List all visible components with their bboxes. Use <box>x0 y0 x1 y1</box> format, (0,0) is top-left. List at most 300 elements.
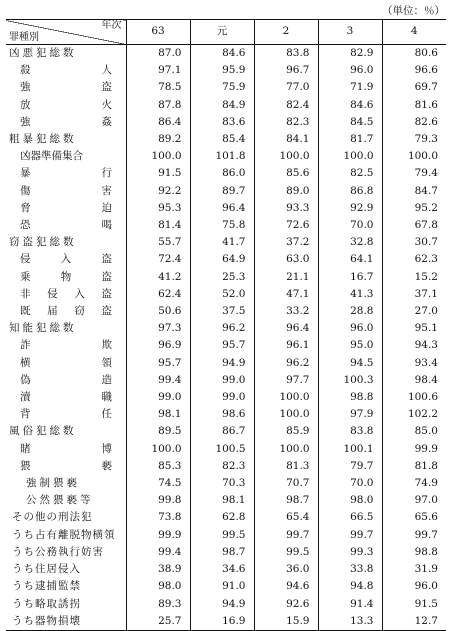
label-char: 任 <box>101 408 112 421</box>
value-cell: 16.9 <box>190 613 254 631</box>
row-label-text: うち逮捕監禁 <box>12 580 81 593</box>
label-char: 放 <box>20 98 31 111</box>
value-cell: 84.6 <box>190 45 254 63</box>
table-row <box>6 97 446 114</box>
table-row <box>6 509 446 526</box>
label-char: 人 <box>101 64 112 77</box>
row-label-text: うち器物損壊 <box>12 614 81 627</box>
value-cell: 50.6 <box>126 303 190 320</box>
year-header: 元 <box>190 20 254 45</box>
value-cell: 78.5 <box>126 79 190 96</box>
label-char: 博 <box>101 442 112 455</box>
table-row <box>6 355 446 372</box>
value-cell: 100.0 <box>254 406 318 423</box>
label-char: 造 <box>101 373 112 386</box>
value-cell: 52.0 <box>190 286 254 303</box>
value-cell: 84.7 <box>382 183 446 200</box>
value-cell: 32.8 <box>318 234 382 251</box>
label-char: 行 <box>101 167 112 180</box>
row-label <box>6 423 126 440</box>
row-label <box>6 372 126 389</box>
value-cell: 98.4 <box>382 372 446 389</box>
value-cell: 79.3 <box>382 131 446 148</box>
row-label-text: その他の刑法犯 <box>12 511 93 524</box>
table-row <box>6 200 446 217</box>
year-header: 63 <box>126 20 190 45</box>
value-cell: 15.9 <box>254 613 318 631</box>
value-cell: 67.8 <box>382 217 446 234</box>
value-cell: 38.9 <box>126 561 190 578</box>
value-cell: 84.1 <box>254 131 318 148</box>
value-cell: 21.1 <box>254 269 318 286</box>
value-cell: 91.5 <box>382 596 446 613</box>
value-cell: 97.3 <box>126 320 190 337</box>
row-label <box>6 269 126 286</box>
value-cell: 82.3 <box>190 458 254 475</box>
label-char: 詐 <box>20 339 31 352</box>
table-row <box>6 286 446 303</box>
value-cell: 99.0 <box>126 389 190 406</box>
row-label <box>6 492 126 509</box>
row-label-text <box>20 355 112 372</box>
value-cell: 96.4 <box>190 200 254 217</box>
value-cell: 96.9 <box>126 337 190 354</box>
label-char: 強 <box>20 81 31 94</box>
value-cell: 37.5 <box>190 303 254 320</box>
table-row <box>6 251 446 268</box>
value-cell: 81.4 <box>126 217 190 234</box>
value-cell: 79.4 <box>382 165 446 182</box>
row-label <box>6 320 126 337</box>
label-char: 暴 <box>20 167 31 180</box>
value-cell: 74.5 <box>126 475 190 492</box>
label-char: 傷 <box>20 184 31 197</box>
row-label-text <box>20 200 112 217</box>
row-label-text <box>20 337 112 354</box>
value-cell: 96.7 <box>254 62 318 79</box>
table-row <box>6 613 446 631</box>
table-row <box>6 148 446 165</box>
value-cell: 95.1 <box>382 320 446 337</box>
label-char: 領 <box>101 356 112 369</box>
value-cell: 85.9 <box>254 423 318 440</box>
year-header: 2 <box>254 20 318 45</box>
value-cell: 63.0 <box>254 251 318 268</box>
year-axis-label: 年次 <box>101 20 122 31</box>
value-cell: 92.9 <box>318 200 382 217</box>
value-cell: 98.0 <box>126 578 190 595</box>
value-cell: 100.0 <box>254 389 318 406</box>
label-char: 偽 <box>20 373 31 386</box>
label-char: 背 <box>20 408 31 421</box>
row-label-text <box>20 389 112 406</box>
value-cell: 37.2 <box>254 234 318 251</box>
value-cell: 98.7 <box>190 544 254 561</box>
value-cell: 94.9 <box>190 355 254 372</box>
value-cell: 87.8 <box>126 97 190 114</box>
value-cell: 89.2 <box>126 131 190 148</box>
value-cell: 41.2 <box>126 269 190 286</box>
row-label <box>6 337 126 354</box>
value-cell: 94.8 <box>318 578 382 595</box>
row-label <box>6 458 126 475</box>
table-row <box>6 217 446 234</box>
table-row <box>6 458 446 475</box>
value-cell: 101.8 <box>190 148 254 165</box>
row-label-text <box>20 62 112 79</box>
label-char: 乗 <box>20 270 31 283</box>
value-cell: 94.3 <box>382 337 446 354</box>
value-cell: 96.2 <box>190 320 254 337</box>
value-cell: 95.2 <box>382 200 446 217</box>
crime-type-axis-label: 罪種別 <box>9 32 39 43</box>
table-row <box>6 423 446 440</box>
value-cell: 72.6 <box>254 217 318 234</box>
table-row <box>6 492 446 509</box>
value-cell: 75.8 <box>190 217 254 234</box>
row-label <box>6 544 126 561</box>
value-cell: 82.5 <box>318 165 382 182</box>
value-cell: 65.4 <box>254 509 318 526</box>
row-label-text: うち住居侵入 <box>12 563 81 576</box>
value-cell: 70.3 <box>190 475 254 492</box>
label-char: 火 <box>101 98 112 111</box>
value-cell: 84.5 <box>318 114 382 131</box>
value-cell: 93.3 <box>254 200 318 217</box>
value-cell: 82.9 <box>318 45 382 63</box>
value-cell: 62.8 <box>190 509 254 526</box>
label-char: 喝 <box>101 219 112 232</box>
table-row <box>6 389 446 406</box>
value-cell: 55.7 <box>126 234 190 251</box>
table-row <box>6 114 446 131</box>
value-cell: 86.8 <box>318 183 382 200</box>
value-cell: 64.9 <box>190 251 254 268</box>
row-label-text <box>20 97 112 114</box>
table-row <box>6 544 446 561</box>
table-row <box>6 561 446 578</box>
value-cell: 94.5 <box>318 355 382 372</box>
value-cell: 41.7 <box>190 234 254 251</box>
value-cell: 98.0 <box>318 492 382 509</box>
value-cell: 66.5 <box>318 509 382 526</box>
label-char: 横 <box>20 356 31 369</box>
corner-cell <box>6 20 126 45</box>
value-cell: 99.7 <box>254 527 318 544</box>
value-cell: 100.1 <box>318 441 382 458</box>
table-row <box>6 131 446 148</box>
row-label-text <box>20 286 112 303</box>
row-label-text <box>20 183 112 200</box>
value-cell: 81.3 <box>254 458 318 475</box>
row-label <box>6 596 126 613</box>
label-char: 褻 <box>101 459 112 472</box>
value-cell: 98.1 <box>126 406 190 423</box>
table-row <box>6 165 446 182</box>
row-label <box>6 355 126 372</box>
value-cell: 85.3 <box>126 458 190 475</box>
value-cell: 99.5 <box>254 544 318 561</box>
row-label-text: うち略取誘拐 <box>12 597 81 610</box>
value-cell: 99.4 <box>126 544 190 561</box>
value-cell: 86.7 <box>190 423 254 440</box>
label-char: 脅 <box>20 201 31 214</box>
value-cell: 93.4 <box>382 355 446 372</box>
value-cell: 96.1 <box>254 337 318 354</box>
value-cell: 100.5 <box>190 441 254 458</box>
value-cell: 74.9 <box>382 475 446 492</box>
value-cell: 25.3 <box>190 269 254 286</box>
value-cell: 99.0 <box>190 389 254 406</box>
table-row <box>6 183 446 200</box>
row-label <box>6 131 126 148</box>
row-label-text: 風俗犯総数 <box>9 425 77 438</box>
value-cell: 27.0 <box>382 303 446 320</box>
row-label-text <box>20 269 112 286</box>
header-row <box>6 20 446 45</box>
label-char: 欺 <box>101 339 112 352</box>
value-cell: 99.4 <box>126 372 190 389</box>
value-cell: 84.6 <box>318 97 382 114</box>
table-row <box>6 234 446 251</box>
row-label-text <box>20 251 112 268</box>
label-char: 恐 <box>20 219 31 232</box>
label-char: 窃 <box>74 305 85 318</box>
value-cell: 65.6 <box>382 509 446 526</box>
value-cell: 85.6 <box>254 165 318 182</box>
value-cell: 70.0 <box>318 217 382 234</box>
value-cell: 95.9 <box>190 62 254 79</box>
value-cell: 73.8 <box>126 509 190 526</box>
row-label-text: 公然猥褻等 <box>26 494 94 507</box>
value-cell: 99.8 <box>126 492 190 509</box>
value-cell: 100.0 <box>382 148 446 165</box>
value-cell: 34.6 <box>190 561 254 578</box>
row-label <box>6 183 126 200</box>
row-label <box>6 251 126 268</box>
row-label <box>6 217 126 234</box>
label-char: 迫 <box>101 201 112 214</box>
label-char: 非 <box>20 287 31 300</box>
value-cell: 100.0 <box>126 441 190 458</box>
row-label-text: 凶悪犯総数 <box>9 47 77 59</box>
row-label-text <box>20 217 112 234</box>
row-label-text <box>20 372 112 389</box>
row-label-text <box>20 303 112 320</box>
value-cell: 98.8 <box>318 389 382 406</box>
row-label-text: 凶器準備集合 <box>20 150 83 163</box>
crime-rate-table <box>6 19 446 631</box>
value-cell: 95.7 <box>126 355 190 372</box>
value-cell: 85.0 <box>382 423 446 440</box>
label-char: 瀆 <box>20 391 31 404</box>
table-row <box>6 337 446 354</box>
label-char: 入 <box>74 287 85 300</box>
label-char: 猥 <box>20 459 31 472</box>
value-cell: 31.9 <box>382 561 446 578</box>
value-cell: 96.0 <box>318 62 382 79</box>
row-label <box>6 509 126 526</box>
label-char: 盗 <box>101 270 112 283</box>
row-label-text <box>20 114 112 131</box>
value-cell: 100.0 <box>126 148 190 165</box>
label-char: 入 <box>60 253 72 266</box>
row-label-text <box>20 406 112 423</box>
value-cell: 75.9 <box>190 79 254 96</box>
value-cell: 98.7 <box>254 492 318 509</box>
value-cell: 86.0 <box>190 165 254 182</box>
table-row <box>6 79 446 96</box>
label-char: 盗 <box>101 81 112 94</box>
value-cell: 97.9 <box>318 406 382 423</box>
label-char: 強 <box>20 115 31 128</box>
value-cell: 83.8 <box>254 45 318 63</box>
value-cell: 98.8 <box>382 544 446 561</box>
value-cell: 70.7 <box>254 475 318 492</box>
value-cell: 91.5 <box>126 165 190 182</box>
value-cell: 30.7 <box>382 234 446 251</box>
value-cell: 82.6 <box>382 114 446 131</box>
value-cell: 98.1 <box>190 492 254 509</box>
value-cell: 99.9 <box>382 441 446 458</box>
year-header: 4 <box>382 20 446 45</box>
value-cell: 99.3 <box>318 544 382 561</box>
value-cell: 96.2 <box>254 355 318 372</box>
table-row <box>6 269 446 286</box>
value-cell: 99.7 <box>318 527 382 544</box>
row-label <box>6 406 126 423</box>
value-cell: 87.0 <box>126 45 190 63</box>
value-cell: 96.0 <box>382 578 446 595</box>
row-label <box>6 97 126 114</box>
value-cell: 13.3 <box>318 613 382 631</box>
table-row <box>6 441 446 458</box>
value-cell: 77.0 <box>254 79 318 96</box>
value-cell: 89.5 <box>126 423 190 440</box>
row-label-text: うち公務執行妨害 <box>12 545 104 558</box>
value-cell: 81.7 <box>318 131 382 148</box>
label-char: 殺 <box>20 64 31 77</box>
label-char: 害 <box>101 184 112 197</box>
value-cell: 15.2 <box>382 269 446 286</box>
value-cell: 83.6 <box>190 114 254 131</box>
table-row <box>6 320 446 337</box>
label-char: 侵 <box>47 287 58 300</box>
value-cell: 95.7 <box>190 337 254 354</box>
value-cell: 91.0 <box>190 578 254 595</box>
value-cell: 95.3 <box>126 200 190 217</box>
value-cell: 16.7 <box>318 269 382 286</box>
value-cell: 79.7 <box>318 458 382 475</box>
value-cell: 99.9 <box>126 527 190 544</box>
label-char: 姦 <box>101 115 112 128</box>
table-row <box>6 475 446 492</box>
value-cell: 84.9 <box>190 97 254 114</box>
value-cell: 83.8 <box>318 423 382 440</box>
value-cell: 37.1 <box>382 286 446 303</box>
value-cell: 85.4 <box>190 131 254 148</box>
row-label <box>6 441 126 458</box>
value-cell: 89.0 <box>254 183 318 200</box>
row-label-text: 粗暴犯総数 <box>9 133 77 146</box>
value-cell: 97.7 <box>254 372 318 389</box>
row-label <box>6 561 126 578</box>
value-cell: 94.9 <box>190 596 254 613</box>
value-cell: 33.2 <box>254 303 318 320</box>
table-row <box>6 578 446 595</box>
value-cell: 69.7 <box>382 79 446 96</box>
value-cell: 100.0 <box>318 148 382 165</box>
row-label-text: 窃盗犯総数 <box>9 236 77 249</box>
row-label <box>6 578 126 595</box>
table-row <box>6 596 446 613</box>
row-label <box>6 62 126 79</box>
table-row <box>6 62 446 79</box>
row-label <box>6 148 126 165</box>
value-cell: 36.0 <box>254 561 318 578</box>
value-cell: 99.0 <box>190 372 254 389</box>
value-cell: 12.7 <box>382 613 446 631</box>
value-cell: 71.9 <box>318 79 382 96</box>
value-cell: 97.0 <box>382 492 446 509</box>
row-label-text <box>20 165 112 182</box>
value-cell: 70.0 <box>318 475 382 492</box>
row-label <box>6 303 126 320</box>
value-cell: 72.4 <box>126 251 190 268</box>
value-cell: 28.8 <box>318 303 382 320</box>
table-row <box>6 303 446 320</box>
value-cell: 62.4 <box>126 286 190 303</box>
value-cell: 89.3 <box>126 596 190 613</box>
row-label <box>6 613 126 631</box>
value-cell: 98.6 <box>190 406 254 423</box>
value-cell: 100.0 <box>254 148 318 165</box>
row-label-text <box>20 441 112 458</box>
row-label-text <box>20 79 112 96</box>
label-char: 職 <box>101 391 112 404</box>
value-cell: 81.8 <box>382 458 446 475</box>
value-cell: 96.6 <box>382 62 446 79</box>
value-cell: 99.7 <box>382 527 446 544</box>
value-cell: 92.2 <box>126 183 190 200</box>
label-char: 物 <box>60 270 72 283</box>
label-char: 賭 <box>20 442 31 455</box>
table-body <box>6 20 446 631</box>
table-row <box>6 45 446 63</box>
row-label-text: 強制猥褻 <box>26 477 80 490</box>
value-cell: 92.6 <box>254 596 318 613</box>
value-cell: 99.5 <box>190 527 254 544</box>
value-cell: 89.7 <box>190 183 254 200</box>
value-cell: 96.0 <box>318 320 382 337</box>
value-cell: 82.4 <box>254 97 318 114</box>
value-cell: 97.1 <box>126 62 190 79</box>
value-cell: 64.1 <box>318 251 382 268</box>
row-label <box>6 475 126 492</box>
label-char: 盗 <box>101 305 112 318</box>
value-cell: 94.6 <box>254 578 318 595</box>
label-char: 盗 <box>101 287 112 300</box>
value-cell: 86.4 <box>126 114 190 131</box>
row-label <box>6 200 126 217</box>
value-cell: 33.8 <box>318 561 382 578</box>
row-label-text: うち占有離脱物横領 <box>12 528 116 541</box>
table-row <box>6 372 446 389</box>
value-cell: 47.1 <box>254 286 318 303</box>
value-cell: 62.3 <box>382 251 446 268</box>
row-label <box>6 234 126 251</box>
row-label-text: 知能犯総数 <box>9 322 77 335</box>
